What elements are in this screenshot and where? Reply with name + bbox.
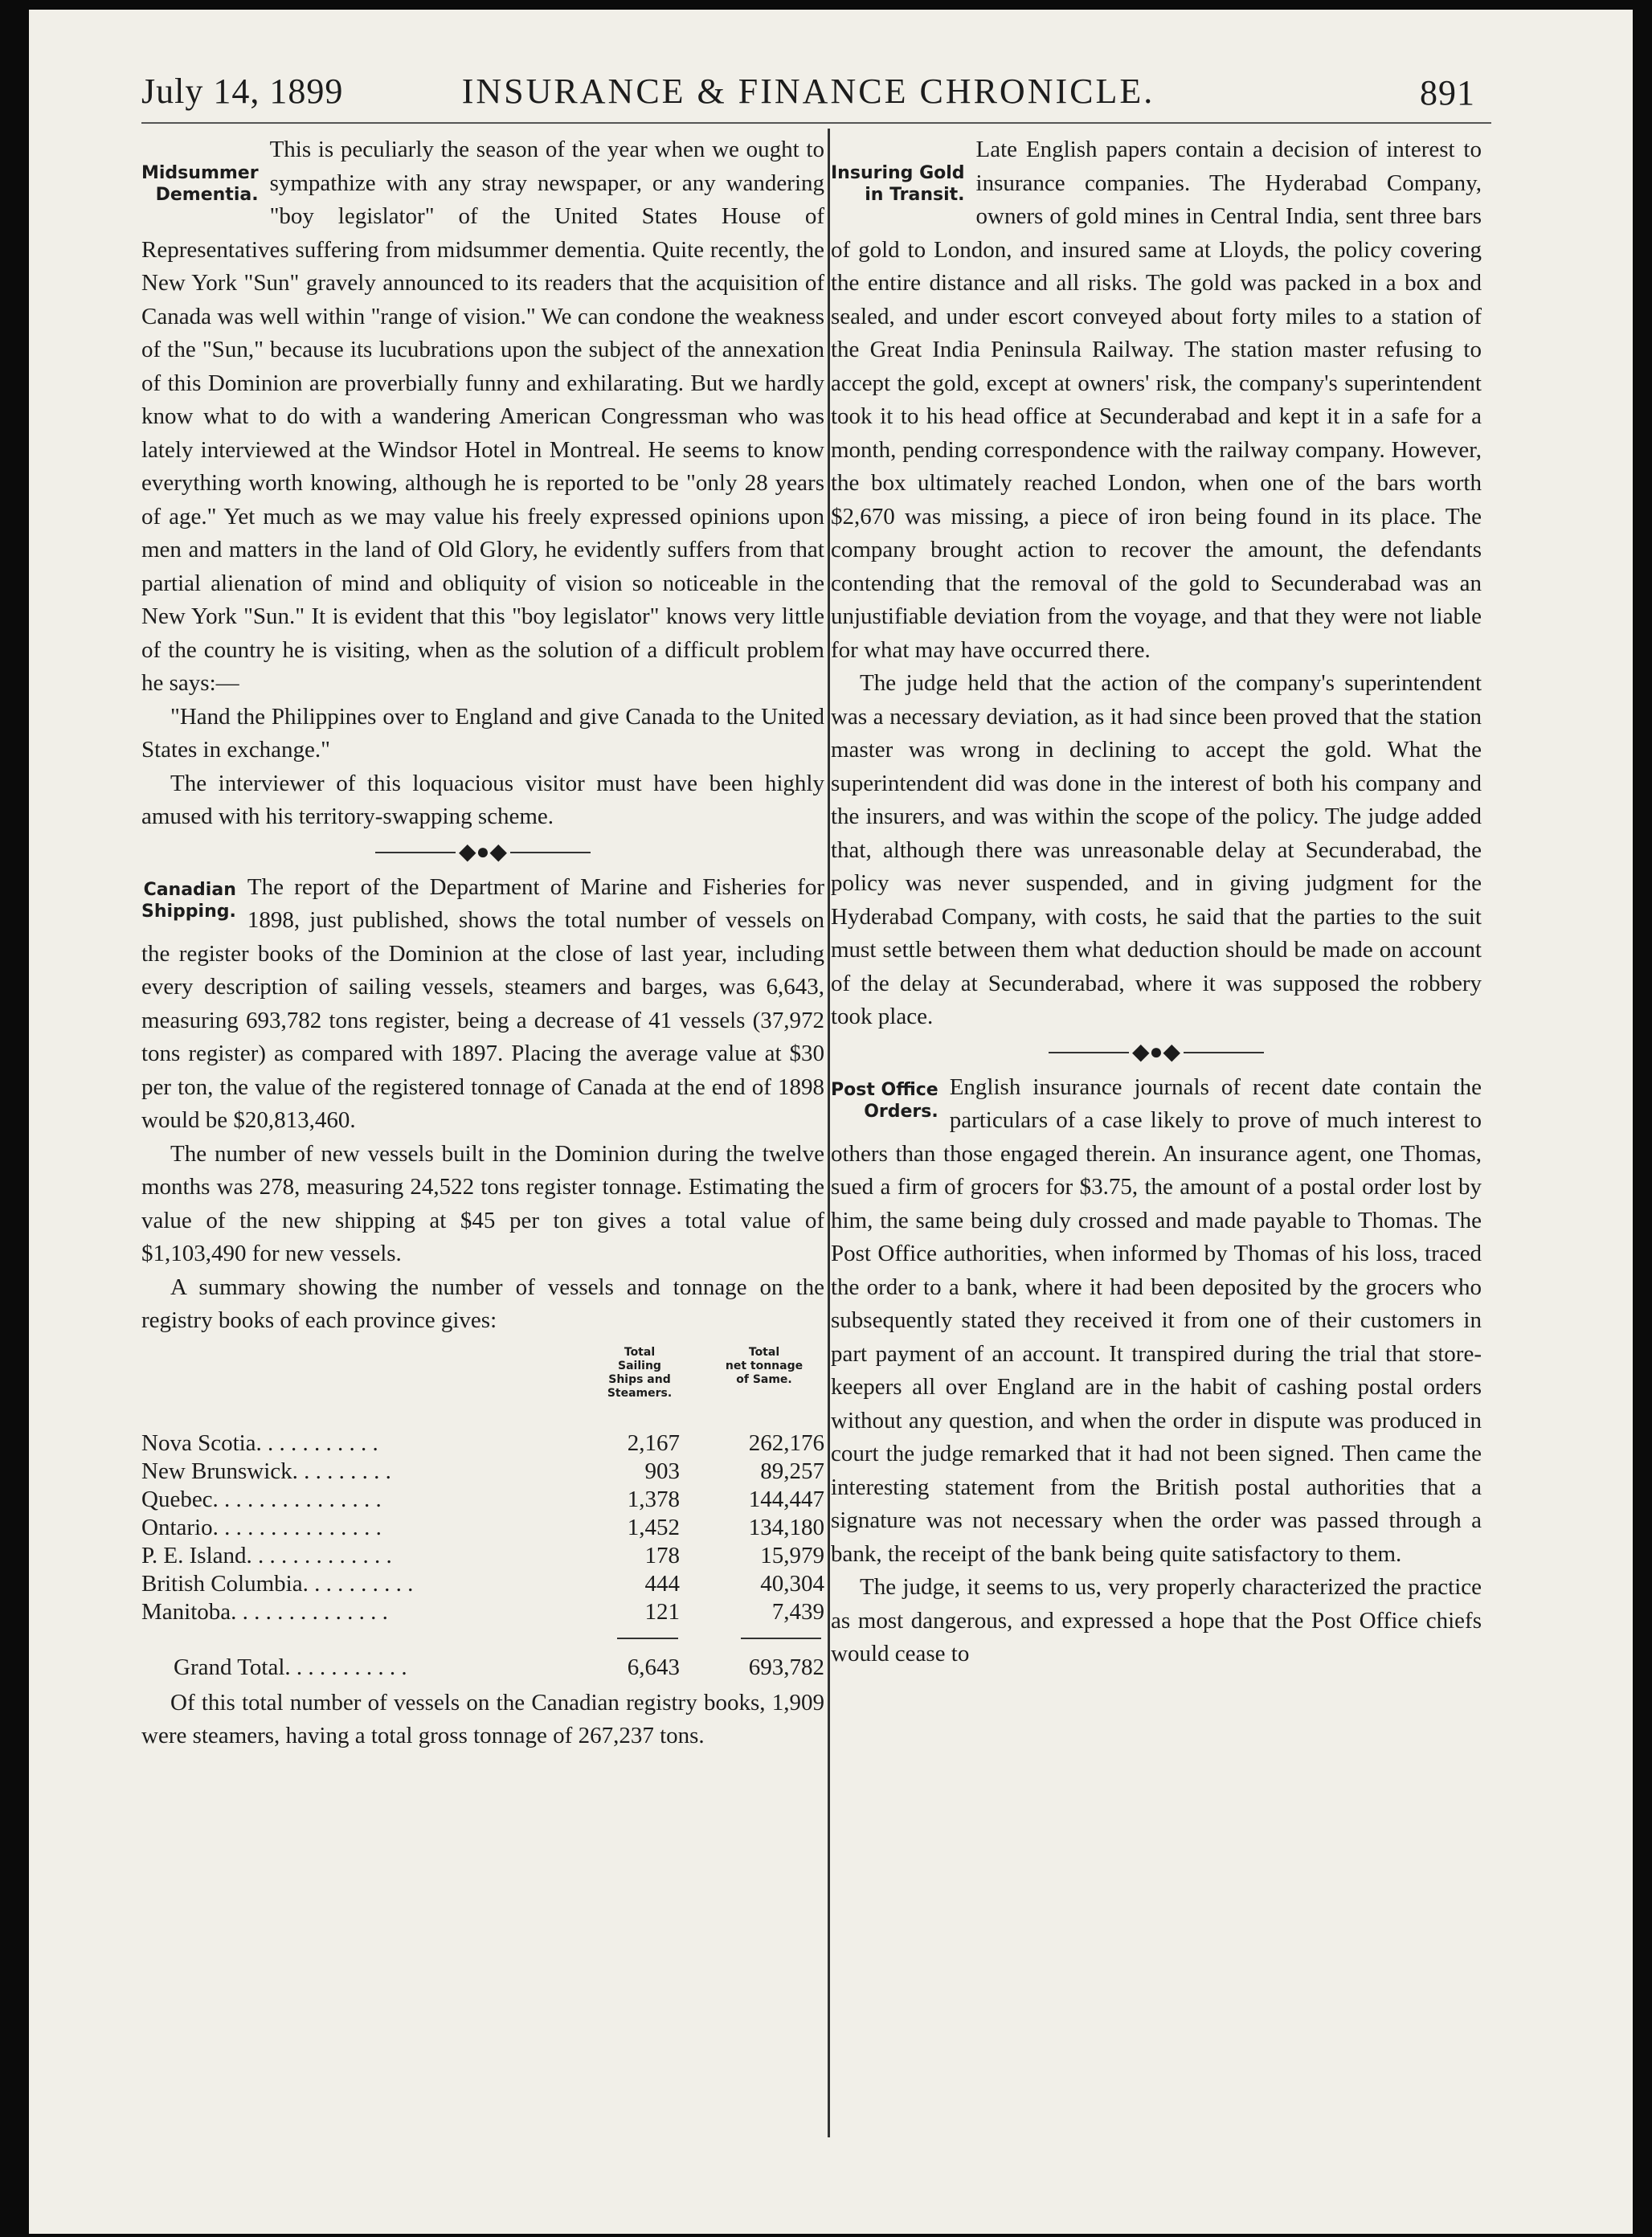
ships-count: 2,167 (627, 1429, 680, 1456)
ships-count: 121 (644, 1598, 680, 1625)
article-midsummer-dementia (141, 133, 824, 834)
total-rule (141, 1626, 824, 1654)
paragraph: A summary showing the number of vessels and tonnage on the registry books of each province gives: (141, 1274, 824, 1333)
right-column (831, 133, 1482, 1671)
sidehead-line: Dementia. (155, 185, 259, 205)
section-ornament: ◆●◆ (141, 837, 824, 868)
page-header (141, 63, 1475, 119)
tonnage: 40,304 (760, 1570, 824, 1597)
tonnage: 7,439 (771, 1598, 824, 1625)
sidehead-line: Midsummer (141, 163, 259, 183)
ships-count: 178 (644, 1542, 680, 1568)
province-name: Manitoba. . . . . . . . . . . . . . (141, 1598, 388, 1625)
sidehead-line: Canadian (143, 879, 236, 900)
sidehead-midsummer (141, 162, 259, 206)
table-row (141, 1514, 824, 1542)
sidehead-line: Post Office (831, 1079, 938, 1100)
paragraph: The number of new vessels built in the Dominion during the twelve months was 278, measuring 24,522 tons register tonnage. Estimating the value of the new shipping at $45 per ton gives a total value of $1,103,490 for new vessels. (141, 1140, 824, 1266)
sidehead-shipping (141, 879, 236, 922)
table-row (141, 1598, 824, 1626)
province-name: British Columbia. . . . . . . . . . (141, 1570, 414, 1597)
paragraph: Late English papers contain a decision of interest to insurance companies. The Hyderabad Company, owners of gold mines in Central India, sent three bars of gold to London, and insured same at Lloyds, the policy covering the entire distance and all risks. The gold was packed in a box and sealed, and under escort conveyed about forty miles to a station of the Great India Peninsula Railway. The station master refusing to accept the gold, except at owners' risk, the company's superintendent took it to his head office at Secunderabad and kept it in a safe for a month, pending correspondence with the railway company. However, the box ultimately reached London, when one of the bars worth $2,670 was missing, a piece of iron being found in its place. The company brought action to recover the amount, the defendants contending that the removal of the gold to Secunderabad was an unjustifiable deviation from the voyage, and that they were not liable for what may have occurred there. (831, 137, 1482, 663)
page-number: 891 (1420, 73, 1475, 112)
tonnage: 144,447 (748, 1486, 824, 1512)
header-rule (141, 122, 1491, 124)
tonnage: 89,257 (760, 1458, 824, 1484)
tonnage: 262,176 (748, 1429, 824, 1456)
province-name: Quebec. . . . . . . . . . . . . . . (141, 1486, 382, 1512)
paragraph: The judge held that the action of the company's superintendent was a necessary deviation, as it had since been proved that the station master was wrong in declining to accept the gold. What the superintendent did was done in the interest of both his company and the insurers, and was within the scope of the policy. The judge added that, although there was unreasonable delay at Secunderabad, the policy was never suspended, and in giving judgment for the Hyderabad Company, with costs, he said that the parties to the suit must settle between them what deduction should be made on account of the delay at Secunderabad, where it was supposed the robbery took place. (831, 670, 1482, 1029)
paragraph: "Hand the Philippines over to England and give Canada to the United States in exchange." (141, 703, 824, 763)
table-row (141, 1429, 824, 1458)
table-row (141, 1486, 824, 1514)
sidehead-line: Shipping. (141, 901, 236, 922)
column-divider (828, 129, 830, 2137)
ships-count: 444 (644, 1570, 680, 1597)
total-ships: 6,643 (627, 1654, 680, 1680)
paragraph: The judge, it seems to us, very properly characterized the practice as most dangerous, and expressed a hope that the Post Office chiefs would cease to (831, 1574, 1482, 1667)
sidehead-gold (831, 162, 965, 206)
article-canadian-shipping (141, 871, 824, 1753)
paragraph: The interviewer of this loquacious visitor must have been highly amused with his territory-swapping scheme. (141, 770, 824, 829)
province-name: Nova Scotia. . . . . . . . . . . (141, 1429, 378, 1456)
ships-count: 1,452 (627, 1514, 680, 1540)
table-header (141, 1343, 824, 1429)
issue-date: July 14, 1899 (141, 72, 344, 111)
tonnage: 134,180 (748, 1514, 824, 1540)
tonnage: 15,979 (760, 1542, 824, 1568)
sidehead-line: Insuring Gold (831, 163, 965, 183)
section-ornament: ◆●◆ (831, 1037, 1482, 1068)
province-name: New Brunswick. . . . . . . . . (141, 1458, 391, 1484)
table-row (141, 1570, 824, 1598)
vessels-table (141, 1343, 824, 1682)
ships-count: 903 (644, 1458, 680, 1484)
sidehead-line: Orders. (864, 1101, 938, 1122)
table-total-row (141, 1654, 824, 1682)
province-name: P. E. Island. . . . . . . . . . . . . (141, 1542, 392, 1568)
table-row (141, 1458, 824, 1486)
sidehead-line: in Transit. (865, 185, 965, 205)
article-insuring-gold (831, 133, 1482, 1034)
article-post-office-orders (831, 1071, 1482, 1671)
province-name: Ontario. . . . . . . . . . . . . . . (141, 1514, 382, 1540)
left-column (141, 133, 824, 1753)
paragraph: English insurance journals of recent date contain the particulars of a case likely to prove of much interest to others than those engaged therein. An insurance agent, one Thomas, sued a firm of grocers for $3.75, the amount of a postal order lost by him, the same being duly crossed and made payable to Thomas. The Post Office authorities, when informed by Thomas of his loss, traced the order to a bank, where it had been deposited by the grocers who subsequently stated they received it from one of their customers in part payment of an account. It transpired during the trial that store-keepers all over England are in the habit of cashing postal orders without any question, and when the order in dispute was produced in court the judge remarked that it had not been signed. Then came the interesting statement from the British postal authorities that a signature was not necessary when the order was passed through a bank, the receipt of the bank being quite satisfactory to them. (831, 1074, 1482, 1567)
table-row (141, 1542, 824, 1570)
col-head-tonnage: Total net tonnage of Same. (725, 1345, 804, 1386)
sidehead-postal (831, 1079, 938, 1123)
paragraph: This is peculiarly the season of the year when we ought to sympathize with any stray newspaper, or any wandering "boy legislator" of the United States House of Representatives suffering from midsummer dementia. Quite recently, the New York "Sun" gravely announced to its readers that the acquisition of Canada was well within "range of vision." We can condone the weakness of the "Sun," because its lucubrations upon the subject of the annexation of this Dominion are proverbially funny and exhilarating. But we hardly know what to do with a wandering American Congressman who was lately interviewed at the Windsor Hotel in Montreal. He seems to know everything worth knowing, although he is reported to be "only 28 years of age." Yet much as we may value his freely expressed opinions upon men and matters in the land of Old Glory, he evidently suffers from that partial alienation of mind and obliquity of vision so noticeable in the New York "Sun." It is evident that this "boy legislator" knows very little of the country he is visiting, when as the solution of a difficult problem he says:— (141, 137, 824, 696)
ships-count: 1,378 (627, 1486, 680, 1512)
paragraph: The report of the Department of Marine and Fisheries for 1898, just published, shows the total number of vessels on the register books of the Dominion at the close of last year, including every description of sailing vessels, steamers and barges, was 6,643, measuring 693,782 tons register, being a decrease of 41 vessels (37,972 tons register) as compared with 1897. Placing the average value at $30 per ton, the value of the registered tonnage of Canada at the end of 1898 would be $20,813,460. (141, 873, 824, 1133)
col-head-ships: Total Sailing Ships and Steamers. (607, 1345, 673, 1400)
total-tonnage: 693,782 (748, 1654, 824, 1680)
paragraph: Of this total number of vessels on the Canadian registry books, 1,909 were steamers, having a total gross tonnage of 267,237 tons. (141, 1689, 824, 1748)
total-label: Grand Total. . . . . . . . . . . (174, 1654, 407, 1680)
journal-title: INSURANCE & FINANCE CHRONICLE. (461, 72, 1155, 111)
